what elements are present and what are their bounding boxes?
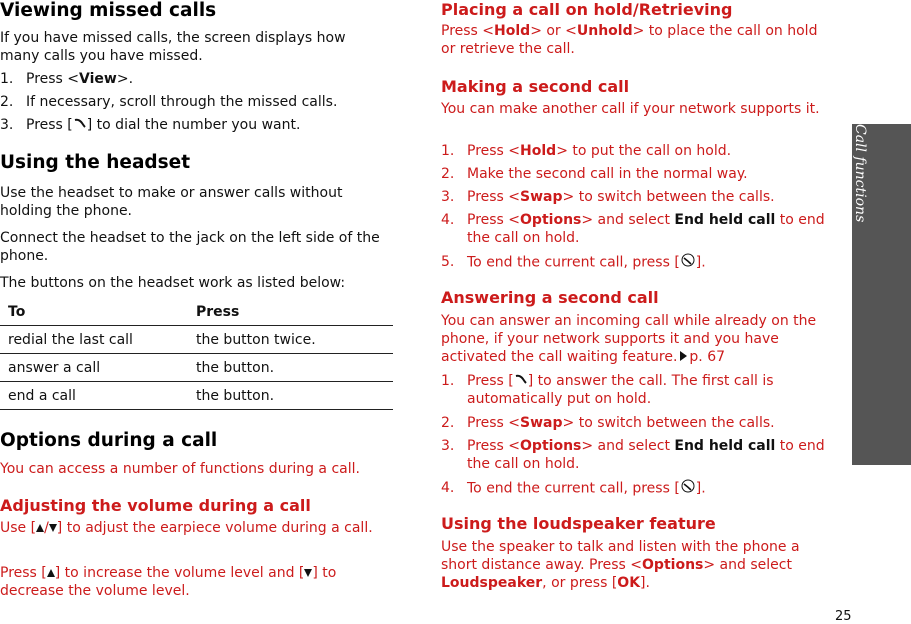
second-call-steps — [441, 142, 835, 272]
hold-paragraph: Press <Hold> or <Unhold> to place the call on hold or retrieve the call. — [441, 23, 818, 57]
arrow-right-icon — [677, 348, 689, 366]
table-header: Press — [196, 303, 240, 320]
list-item: 1. Press [ ] to answer the call. The first call is automatically put on hold. — [441, 373, 774, 407]
send-key-icon — [73, 116, 87, 134]
headset-paragraph-2: Connect the headset to the jack on the left side of the phone. — [0, 230, 380, 264]
table-cell: the button. — [196, 359, 275, 376]
table-row — [0, 326, 393, 354]
missed-calls-steps — [0, 70, 390, 134]
heading-answering-second-call: Answering a second call — [441, 288, 659, 307]
volume-down-icon — [49, 519, 57, 537]
headset-paragraph-1: Use the headset to make or answer calls without holding the phone. — [0, 185, 343, 219]
table-cell: the button twice. — [196, 331, 316, 348]
table-cell: the button. — [196, 387, 275, 404]
list-item: 4. Press <Options> and select End held call to end the call on hold. — [441, 212, 825, 246]
heading-options-during-a-call: Options during a call — [0, 430, 218, 451]
table-header: To — [8, 303, 26, 320]
heading-making-second-call: Making a second call — [441, 77, 630, 96]
answer-steps — [441, 372, 835, 498]
send-key-icon — [514, 372, 528, 390]
list-item: 2. Make the second call in the normal way. — [441, 166, 748, 182]
list-item: 5. To end the current call, press [ ]. — [441, 254, 706, 271]
table-row — [0, 382, 393, 410]
answer-intro: You can answer an incoming call while already on the phone, if your network supports it and you have activated the call waiting feature. p. 67 — [441, 313, 817, 365]
list-item: 3. Press <Swap> to switch between the calls. — [441, 189, 775, 205]
end-key-icon — [680, 479, 696, 498]
heading-adjusting-volume: Adjusting the volume during a call — [0, 496, 311, 515]
table-cell: end a call — [8, 387, 76, 404]
volume-up-icon — [36, 519, 44, 537]
table-header-row — [0, 298, 393, 326]
table-row — [0, 354, 393, 382]
headset-paragraph-3: The buttons on the headset work as listed below: — [0, 275, 346, 291]
list-item: 1. Press <Hold> to put the call on hold. — [441, 143, 732, 159]
end-key-icon — [680, 253, 696, 272]
headset-buttons-table — [0, 298, 393, 410]
chapter-tab-label: Call functions — [852, 124, 868, 223]
second-call-intro: You can make another call if your network supports it. — [441, 101, 820, 117]
list-item: 2. Press <Swap> to switch between the calls. — [441, 415, 775, 431]
list-item: 3. Press <Options> and select End held call to end the call on hold. — [441, 438, 825, 472]
missed-calls-intro: If you have missed calls, the screen displays how many calls you have missed. — [0, 30, 346, 64]
table-cell: answer a call — [8, 359, 101, 376]
volume-paragraph-2: Press [ ] to increase the volume level and [ ] to decrease the volume level. — [0, 565, 337, 599]
list-item: 1. Press <View>. — [0, 71, 134, 87]
list-item: 4. To end the current call, press [ ]. — [441, 480, 706, 497]
options-intro: You can access a number of functions during a call. — [0, 461, 360, 477]
heading-viewing-missed-calls: Viewing missed calls — [0, 0, 217, 21]
list-item: 2. If necessary, scroll through the missed calls. — [0, 94, 338, 110]
heading-placing-call-on-hold: Placing a call on hold/Retrieving — [441, 0, 733, 19]
loudspeaker-paragraph: Use the speaker to talk and listen with the phone a short distance away. Press <Options> and select Loudspeaker, or press [OK]. — [441, 539, 800, 591]
heading-using-the-headset: Using the headset — [0, 152, 191, 173]
list-item: 3. Press [ ] to dial the number you want. — [0, 117, 301, 133]
table-cell: redial the last call — [8, 331, 133, 348]
page-number: 25 — [835, 609, 852, 624]
heading-using-loudspeaker: Using the loudspeaker feature — [441, 514, 716, 533]
volume-up-icon — [47, 564, 55, 582]
volume-paragraph-1: Use [ / ] to adjust the earpiece volume during a call. — [0, 520, 373, 536]
